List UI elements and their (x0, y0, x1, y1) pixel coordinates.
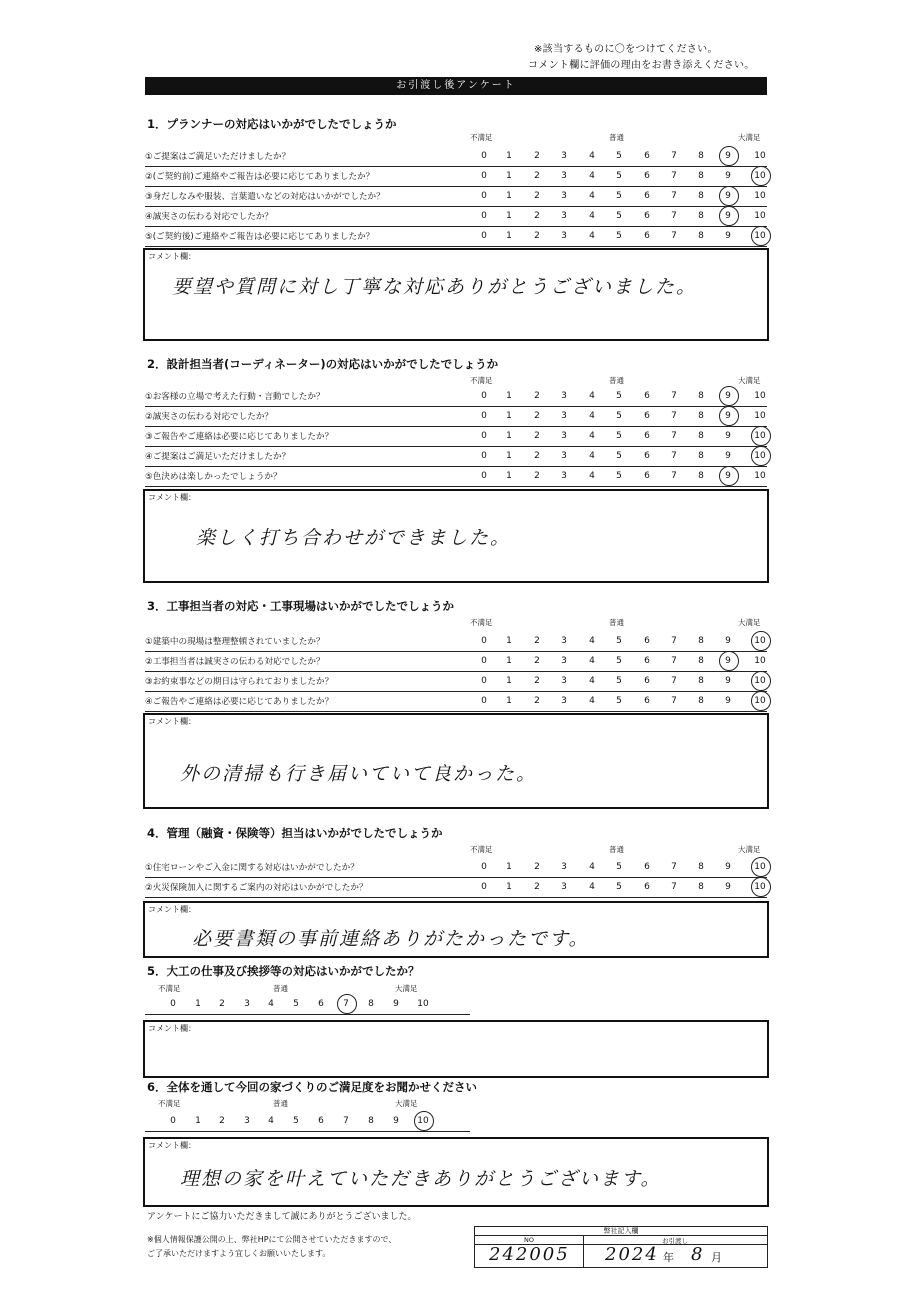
rating-option[interactable]: 1 (506, 211, 512, 221)
rating-option[interactable]: 10 (754, 471, 766, 481)
question-row (145, 447, 767, 467)
rating-selected[interactable]: 9 (718, 191, 738, 201)
comment-handwriting: 理想の家を叶えていただきありがとうございます。 (180, 1168, 662, 1190)
question-text: ②工事担当者は誠実さの伝わる対応でしたか？ (145, 657, 325, 667)
rating-option[interactable]: 8 (698, 676, 704, 686)
section-title: 1．プランナーの対応はいかがでしたでしょうか (147, 117, 397, 131)
rating-option[interactable]: 7 (671, 231, 677, 241)
rating-option[interactable]: 1 (506, 676, 512, 686)
rating-option[interactable]: 2 (534, 882, 540, 892)
question-text: ①建築中の現場は整理整頓されていましたか？ (145, 637, 325, 647)
rating-option[interactable]: 0 (481, 471, 487, 481)
rating-option[interactable]: 5 (616, 431, 622, 441)
rating-option[interactable]: 8 (698, 391, 704, 401)
rating-option[interactable]: 6 (644, 411, 650, 421)
rating-option[interactable]: 2 (534, 676, 540, 686)
rating-option[interactable]: 5 (293, 999, 299, 1009)
rating-option[interactable]: 8 (698, 191, 704, 201)
question-row (145, 692, 767, 712)
rating-option[interactable]: 8 (698, 451, 704, 461)
rating-option[interactable]: 4 (589, 211, 595, 221)
delivery-month: 8 (691, 1244, 705, 1265)
scale-label-low: 不満足 (470, 133, 493, 142)
rating-option[interactable]: 0 (481, 676, 487, 686)
question-row (145, 858, 767, 878)
rating-option[interactable]: 0 (481, 411, 487, 421)
rating-option[interactable]: 6 (644, 451, 650, 461)
question-text: ④ご報告やご連絡は必要に応じてありましたか？ (145, 697, 334, 707)
rating-option[interactable]: 7 (671, 451, 677, 461)
comment-label: コメント欄： (148, 1141, 196, 1150)
comment-handwriting: 必要書類の事前連絡ありがたかったです。 (192, 928, 590, 950)
rating-option[interactable]: 4 (589, 471, 595, 481)
rating-option[interactable]: 5 (616, 656, 622, 666)
rating-option[interactable]: 2 (534, 431, 540, 441)
rating-option[interactable]: 9 (725, 431, 731, 441)
question-text: ④誠実さの伝わる対応でしたか？ (145, 212, 274, 222)
scale-label-high: 大満足 (738, 133, 761, 142)
rating-option[interactable]: 8 (698, 862, 704, 872)
scale-label-mid: 普通 (609, 133, 624, 142)
rating-option[interactable]: 3 (561, 471, 567, 481)
scale-label-mid: 普通 (609, 376, 624, 385)
rating-selected[interactable]: 10 (750, 431, 770, 441)
rating-option[interactable]: 2 (534, 171, 540, 181)
rating-option[interactable]: 6 (644, 676, 650, 686)
rating-option[interactable]: 1 (506, 411, 512, 421)
rating-option[interactable]: 8 (698, 431, 704, 441)
rating-option[interactable]: 9 (725, 882, 731, 892)
question-text: ③身だしなみや服装、言葉遣いなどの対応はいかがでしたか？ (145, 192, 385, 202)
rating-option[interactable]: 8 (698, 411, 704, 421)
privacy-note-2: ご了承いただけますよう宜しくお願いいたします。 (147, 1249, 331, 1258)
rating-option[interactable]: 5 (616, 862, 622, 872)
rating-option[interactable]: 1 (506, 862, 512, 872)
rating-option[interactable]: 6 (644, 191, 650, 201)
rating-option[interactable]: 1 (506, 431, 512, 441)
rating-option[interactable]: 2 (534, 151, 540, 161)
rating-option[interactable]: 10 (754, 191, 766, 201)
rating-option[interactable]: 3 (561, 151, 567, 161)
rating-option[interactable]: 5 (616, 471, 622, 481)
rating-option[interactable]: 1 (506, 882, 512, 892)
rating-option[interactable]: 4 (589, 451, 595, 461)
scale-label-low: 不満足 (470, 618, 493, 627)
rating-option[interactable]: 7 (343, 1116, 349, 1126)
rating-option[interactable]: 3 (561, 391, 567, 401)
rating-option[interactable]: 3 (561, 411, 567, 421)
comment-label: コメント欄： (148, 252, 196, 261)
comment-box[interactable] (143, 1020, 769, 1078)
rating-option[interactable]: 1 (506, 231, 512, 241)
question-row (145, 672, 767, 692)
rating-option[interactable]: 7 (671, 656, 677, 666)
no-value: 242005 (489, 1244, 570, 1265)
rating-option[interactable]: 6 (644, 696, 650, 706)
question-row (145, 147, 767, 167)
scale-label-mid: 普通 (609, 845, 624, 854)
rating-option[interactable]: 4 (589, 636, 595, 646)
rating-option[interactable]: 10 (754, 411, 766, 421)
rating-option[interactable]: 5 (616, 636, 622, 646)
office-use-table (474, 1226, 768, 1268)
question-row (145, 227, 767, 247)
question-text: ④ご提案はご満足いただけましたか？ (145, 452, 291, 462)
rating-option[interactable]: 0 (170, 999, 176, 1009)
rating-option[interactable]: 2 (534, 636, 540, 646)
question-row (145, 427, 767, 447)
rating-option[interactable]: 3 (244, 1116, 250, 1126)
rating-option[interactable]: 7 (671, 211, 677, 221)
rating-selected[interactable]: 10 (750, 636, 770, 646)
rating-option[interactable]: 0 (481, 451, 487, 461)
rating-option[interactable]: 9 (725, 171, 731, 181)
rating-option[interactable]: 8 (698, 636, 704, 646)
month-unit: 月 (711, 1251, 722, 1264)
rating-option[interactable]: 3 (561, 191, 567, 201)
rating-row (145, 1113, 470, 1132)
rating-option[interactable]: 5 (616, 151, 622, 161)
rating-option[interactable]: 9 (393, 1116, 399, 1126)
scale-label-mid: 普通 (273, 984, 288, 993)
question-row (145, 167, 767, 187)
rating-option[interactable]: 0 (481, 211, 487, 221)
rating-selected[interactable]: 10 (750, 231, 770, 241)
rating-selected[interactable]: 9 (718, 211, 738, 221)
rating-selected[interactable]: 9 (718, 151, 738, 161)
rating-option[interactable]: 8 (698, 882, 704, 892)
rating-option[interactable]: 7 (671, 391, 677, 401)
instruction-2: コメント欄に評価の理由をお書き添えください。 (528, 60, 755, 71)
rating-option[interactable]: 5 (616, 676, 622, 686)
rating-option[interactable]: 6 (644, 882, 650, 892)
section-title: 6．全体を通して今回の家づくりのご満足度をお聞かせください (147, 1080, 477, 1094)
rating-option[interactable]: 6 (644, 636, 650, 646)
question-text: ①ご提案はご満足いただけましたか？ (145, 152, 291, 162)
rating-option[interactable]: 1 (506, 191, 512, 201)
rating-option[interactable]: 4 (589, 431, 595, 441)
comment-handwriting: 外の清掃も行き届いていて良かった。 (180, 763, 538, 785)
rating-option[interactable]: 0 (481, 882, 487, 892)
rating-option[interactable]: 2 (534, 862, 540, 872)
rating-option[interactable]: 7 (671, 411, 677, 421)
rating-option[interactable]: 4 (589, 882, 595, 892)
question-text: ①お客様の立場で考えた行動・言動でしたか？ (145, 392, 325, 402)
rating-option[interactable]: 0 (481, 862, 487, 872)
rating-option[interactable]: 3 (561, 862, 567, 872)
rating-option[interactable]: 10 (754, 656, 766, 666)
rating-option[interactable]: 4 (589, 676, 595, 686)
scale-label-low: 不満足 (158, 984, 181, 993)
rating-option[interactable]: 4 (589, 862, 595, 872)
rating-option[interactable]: 4 (589, 151, 595, 161)
rating-option[interactable]: 0 (481, 151, 487, 161)
rating-option[interactable]: 0 (481, 656, 487, 666)
rating-option[interactable]: 0 (170, 1116, 176, 1126)
rating-option[interactable]: 4 (589, 231, 595, 241)
section-title: 3．工事担当者の対応・工事現場はいかがでしたでしょうか (147, 599, 454, 613)
rating-option[interactable]: 9 (725, 696, 731, 706)
rating-option[interactable]: 9 (393, 999, 399, 1009)
rating-option[interactable]: 5 (616, 171, 622, 181)
question-text: ①住宅ローンやご入金に関する対応はいかがでしたか？ (145, 863, 359, 873)
rating-option[interactable]: 4 (589, 411, 595, 421)
rating-selected[interactable]: 9 (718, 656, 738, 666)
rating-option[interactable]: 0 (481, 431, 487, 441)
rating-option[interactable]: 6 (644, 211, 650, 221)
rating-option[interactable]: 1 (506, 151, 512, 161)
rating-option[interactable]: 5 (616, 451, 622, 461)
rating-option[interactable]: 9 (725, 636, 731, 646)
rating-option[interactable]: 8 (368, 1116, 374, 1126)
scale-label-high: 大満足 (395, 1099, 418, 1108)
question-row (145, 467, 767, 487)
question-text: ②誠実さの伝わる対応でしたか？ (145, 412, 274, 422)
rating-option[interactable]: 10 (417, 999, 429, 1009)
comment-label: コメント欄： (148, 493, 196, 502)
rating-option[interactable]: 3 (561, 451, 567, 461)
rating-option[interactable]: 6 (644, 171, 650, 181)
rating-option[interactable]: 7 (671, 862, 677, 872)
scale-label-mid: 普通 (609, 618, 624, 627)
rating-option[interactable]: 4 (589, 696, 595, 706)
question-text: ③ご報告やご連絡は必要に応じてありましたか？ (145, 432, 334, 442)
scale-label-high: 大満足 (395, 984, 418, 993)
rating-option[interactable]: 5 (616, 191, 622, 201)
delivery-label: お引渡し (662, 1237, 688, 1245)
rating-option[interactable]: 7 (671, 471, 677, 481)
rating-option[interactable]: 8 (698, 656, 704, 666)
rating-row (145, 996, 470, 1015)
rating-option[interactable]: 1 (506, 636, 512, 646)
scale-label-low: 不満足 (470, 376, 493, 385)
rating-option[interactable]: 3 (561, 231, 567, 241)
rating-selected[interactable]: 10 (750, 451, 770, 461)
question-row (145, 407, 767, 427)
question-text: ②(ご契約前)ご連絡やご報告は必要に応じてありましたか？ (145, 172, 375, 182)
year-unit: 年 (663, 1251, 674, 1264)
rating-option[interactable]: 9 (725, 451, 731, 461)
rating-option[interactable]: 4 (268, 1116, 274, 1126)
rating-option[interactable]: 9 (725, 231, 731, 241)
rating-selected[interactable]: 9 (718, 471, 738, 481)
rating-option[interactable]: 5 (616, 391, 622, 401)
rating-option[interactable]: 3 (561, 882, 567, 892)
question-row (145, 387, 767, 407)
question-text: ②火災保険加入に関するご案内の対応はいかがでしたか？ (145, 883, 368, 893)
comment-label: コメント欄： (148, 1024, 196, 1033)
rating-option[interactable]: 8 (698, 471, 704, 481)
rating-option[interactable]: 2 (534, 656, 540, 666)
rating-option[interactable]: 3 (561, 431, 567, 441)
rating-option[interactable]: 10 (754, 151, 766, 161)
rating-option[interactable]: 10 (754, 211, 766, 221)
rating-option[interactable]: 8 (698, 231, 704, 241)
rating-selected[interactable]: 10 (750, 676, 770, 686)
rating-option[interactable]: 5 (616, 882, 622, 892)
rating-option[interactable]: 3 (561, 171, 567, 181)
rating-selected[interactable]: 9 (718, 411, 738, 421)
comment-label: コメント欄： (148, 717, 196, 726)
rating-option[interactable]: 0 (481, 231, 487, 241)
rating-option[interactable]: 2 (534, 211, 540, 221)
question-row (145, 187, 767, 207)
rating-selected[interactable]: 10 (413, 1116, 433, 1126)
rating-option[interactable]: 6 (644, 471, 650, 481)
scale-label-low: 不満足 (470, 845, 493, 854)
question-text: ③お約束事などの期日は守られておりましたか？ (145, 677, 334, 687)
instruction-1: ※該当するものに〇をつけてください。 (534, 44, 718, 55)
rating-option[interactable]: 3 (561, 676, 567, 686)
question-text: ⑤(ご契約後)ご連絡やご報告は必要に応じてありましたか？ (145, 232, 375, 242)
rating-option[interactable]: 4 (589, 171, 595, 181)
rating-selected[interactable]: 9 (718, 391, 738, 401)
thanks-text: アンケートにご協力いただきまして誠にありがとうございました。 (147, 1212, 417, 1222)
rating-option[interactable]: 3 (244, 999, 250, 1009)
rating-option[interactable]: 0 (481, 636, 487, 646)
question-row (145, 878, 767, 898)
rating-option[interactable]: 4 (589, 391, 595, 401)
section-title: 5．大工の仕事及び挨拶等の対応はいかがでしたか？ (147, 964, 420, 978)
rating-option[interactable]: 1 (506, 451, 512, 461)
rating-option[interactable]: 10 (754, 391, 766, 401)
comment-label: コメント欄： (148, 905, 196, 914)
office-header: 弊社記入欄 (603, 1227, 639, 1235)
rating-option[interactable]: 3 (561, 656, 567, 666)
section-title: 2．設計担当者(コーディネーター)の対応はいかがでしたでしょうか (147, 357, 499, 371)
rating-option[interactable]: 7 (671, 191, 677, 201)
rating-option[interactable]: 7 (671, 431, 677, 441)
rating-option[interactable]: 7 (671, 171, 677, 181)
rating-option[interactable]: 0 (481, 391, 487, 401)
rating-option[interactable]: 8 (698, 211, 704, 221)
scale-label-mid: 普通 (273, 1099, 288, 1108)
rating-option[interactable]: 2 (534, 696, 540, 706)
rating-option[interactable]: 4 (268, 999, 274, 1009)
rating-option[interactable]: 9 (725, 676, 731, 686)
rating-option[interactable]: 6 (644, 431, 650, 441)
rating-option[interactable]: 2 (534, 451, 540, 461)
question-text: ⑤色決めは楽しかったでしょうか？ (145, 472, 282, 482)
rating-option[interactable]: 7 (671, 151, 677, 161)
rating-option[interactable]: 4 (589, 656, 595, 666)
scale-label-low: 不満足 (158, 1099, 181, 1108)
rating-option[interactable]: 5 (616, 411, 622, 421)
rating-option[interactable]: 1 (506, 471, 512, 481)
rating-selected[interactable]: 10 (750, 171, 770, 181)
rating-option[interactable]: 8 (698, 696, 704, 706)
comment-handwriting: 楽しく打ち合わせができました。 (196, 527, 512, 549)
rating-selected[interactable]: 10 (750, 882, 770, 892)
question-row (145, 652, 767, 672)
rating-option[interactable]: 1 (506, 171, 512, 181)
rating-option[interactable]: 2 (534, 191, 540, 201)
rating-option[interactable]: 0 (481, 171, 487, 181)
rating-option[interactable]: 2 (219, 1116, 225, 1126)
rating-selected[interactable]: 10 (750, 862, 770, 872)
rating-option[interactable]: 2 (219, 999, 225, 1009)
rating-option[interactable]: 1 (506, 696, 512, 706)
rating-option[interactable]: 5 (616, 211, 622, 221)
rating-option[interactable]: 8 (698, 151, 704, 161)
rating-option[interactable]: 6 (644, 391, 650, 401)
rating-option[interactable]: 6 (644, 656, 650, 666)
section-title: 4．管理（融資・保険等）担当はいかがでしたでしょうか (147, 826, 443, 840)
scale-label-high: 大満足 (738, 845, 761, 854)
rating-option[interactable]: 2 (534, 471, 540, 481)
rating-option[interactable]: 8 (698, 171, 704, 181)
rating-option[interactable]: 9 (725, 862, 731, 872)
rating-option[interactable]: 6 (644, 151, 650, 161)
rating-option[interactable]: 7 (671, 676, 677, 686)
rating-option[interactable]: 1 (506, 391, 512, 401)
rating-option[interactable]: 3 (561, 211, 567, 221)
rating-option[interactable]: 5 (293, 1116, 299, 1126)
no-label: NO (524, 1236, 534, 1244)
rating-option[interactable]: 1 (195, 1116, 201, 1126)
rating-option[interactable]: 8 (368, 999, 374, 1009)
rating-option[interactable]: 6 (644, 862, 650, 872)
rating-selected[interactable]: 7 (336, 999, 356, 1009)
rating-option[interactable]: 2 (534, 391, 540, 401)
rating-option[interactable]: 1 (506, 656, 512, 666)
scale-label-high: 大満足 (738, 376, 761, 385)
rating-option[interactable]: 6 (318, 999, 324, 1009)
rating-option[interactable]: 5 (616, 231, 622, 241)
rating-option[interactable]: 7 (671, 882, 677, 892)
question-row (145, 207, 767, 227)
rating-option[interactable]: 1 (195, 999, 201, 1009)
rating-option[interactable]: 0 (481, 696, 487, 706)
scale-label-high: 大満足 (738, 618, 761, 627)
rating-option[interactable]: 2 (534, 231, 540, 241)
rating-selected[interactable]: 10 (750, 696, 770, 706)
rating-option[interactable]: 5 (616, 696, 622, 706)
rating-option[interactable]: 3 (561, 636, 567, 646)
rating-option[interactable]: 2 (534, 411, 540, 421)
rating-option[interactable]: 7 (671, 636, 677, 646)
rating-option[interactable]: 6 (644, 231, 650, 241)
rating-option[interactable]: 0 (481, 191, 487, 201)
privacy-note-1: ※個人情報保護公開の上、弊社HPにて公開させていただきますので、 (147, 1235, 397, 1244)
rating-option[interactable]: 3 (561, 696, 567, 706)
rating-option[interactable]: 4 (589, 191, 595, 201)
comment-handwriting: 要望や質問に対し丁寧な対応ありがとうございました。 (172, 276, 698, 298)
survey-title: お引渡し後アンケート (145, 77, 767, 95)
rating-option[interactable]: 7 (671, 696, 677, 706)
question-row (145, 632, 767, 652)
delivery-year: 2024 (605, 1244, 659, 1265)
rating-option[interactable]: 6 (318, 1116, 324, 1126)
